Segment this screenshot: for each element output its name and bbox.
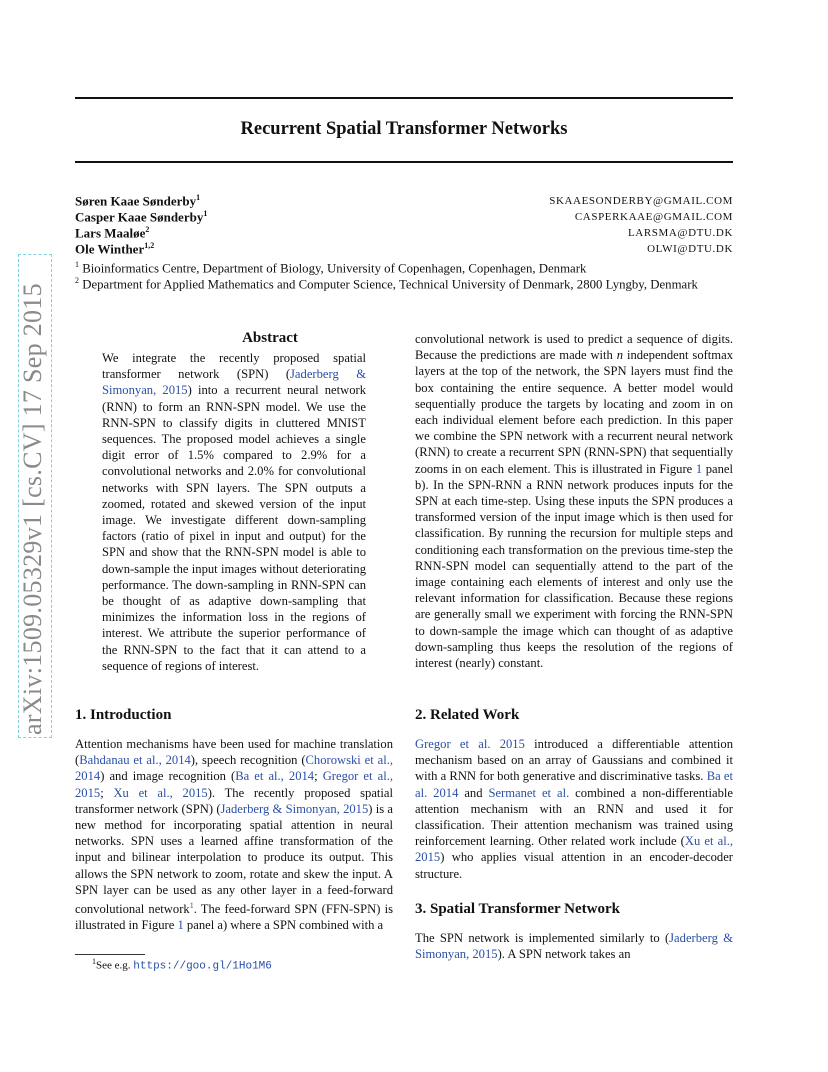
author-email[interactable]: OLWI@DTU.DK bbox=[647, 243, 733, 255]
citation-link[interactable]: Jaderberg & Simonyan, 2015 bbox=[220, 801, 369, 816]
abstract-text: We integrate the recently proposed spatial transformer network (SPN) (Jaderberg & Simonyan, 2015) into a recurrent neural network (RNN) to form an RNN-SPN model. We use the RNN-SPN to classify digits in cluttered MNIST sequences. The proposed model achieves a single digit error of 1.5% compared to 2.9% for a convolutional networks and 2.0% for convolutional networks with SPN layers. The SPN outputs a zoomed, rotated and skewed version of the input image. We investigate different down-sampling factors (ratio of pixel in input and output) for the SPN and show that the RNN-SPN model is able to down-sample the input images without deteriorating performance. The down-sampling in RNN-SPN can be thought of as adaptive down-sampling that minimizes the information loss in the regions of interest. We attribute the superior performance of the RNN-SPN to the fact that it can attend to a sequence of regions of interest. bbox=[102, 351, 367, 673]
affiliation: $^2$ Department for Applied Mathematics and Computer Science, Technical University of Denmark, 2800 Lyngby, Denmark bbox=[75, 276, 698, 292]
related-work-text: Gregor et al. 2015 introduced a differentiable attention mechanism based on an array of Gaussians and combined it with a RNN for both generative and discriminative tasks. Ba et al. 2014 and Sermanet et al. combined a non-differentiable attention mechanism with an RNN and used it for classification. Their attention mechanism was trained using reinforcement learning. Other related work include (Xu et al., 2015) who applies visual attention in an encoder-decoder structure. bbox=[415, 737, 733, 881]
citation-link[interactable]: Chorowski et al., 2014 bbox=[75, 753, 393, 784]
citation-link[interactable]: Xu et al., 2015 bbox=[415, 834, 733, 865]
author-name: Lars Maaløe$^2$ bbox=[75, 225, 150, 241]
paper-title: Recurrent Spatial Transformer Networks bbox=[240, 119, 568, 139]
footnote-rule bbox=[75, 954, 145, 955]
footnote: $^1$See e.g. https://goo.gl/1Ho1M6 bbox=[92, 957, 272, 973]
citation-link[interactable]: Ba et al., 2014 bbox=[235, 769, 315, 784]
introduction-text: Attention mechanisms have been used for machine translation (Bahdanau et al., 2014), speech recognition (Chorowski et al., 2014) and image recognition (Ba et al., 2014; Gregor et al., 2015; Xu et al., 2015). The recently proposed spatial transformer network (SPN) (Jaderberg & Simonyan, 2015) is a new method for incorporating spatial attention in neural networks. SPN uses a learned affine transformation of the input and bilinear interpolation to produce its output. This allows the SPN network to zoom, rotate and skew the input. A SPN layer can be used as any other layer in a feed-forward convolutional network$^1$. The feed-forward SPN (FFN-SPN) is illustrated in Figure 1 panel a) where a SPN combined with a bbox=[75, 737, 394, 933]
footnote-url-link[interactable]: https://goo.gl/1Ho1M6 bbox=[133, 960, 272, 973]
citation-link[interactable]: Sermanet et al. bbox=[488, 785, 570, 800]
figure-link[interactable]: 1 bbox=[177, 918, 184, 933]
citation-link[interactable]: Gregor et al. 2015 bbox=[415, 737, 525, 751]
section-heading-related-work: 2. Related Work bbox=[415, 707, 520, 723]
arxiv-stamp: arXiv:1509.05329v1 [cs.CV] 17 Sep 2015 bbox=[18, 283, 47, 735]
author-email[interactable]: LARSMA@DTU.DK bbox=[627, 227, 733, 239]
author-email[interactable]: SKAAESONDERBY@GMAIL.COM bbox=[549, 195, 733, 207]
introduction-continued-text: convolutional network is used to predict a sequence of digits. Because the predictions are made with n independent softmax layers at the top of the network, the SPN layers must find the box containing the entire sequence. A better model would sequentially produce the targets by locating and zoom in on each individual element before each prediction. In this paper we combine the SPN network with a recurrent neural network (RNN) to create a recurrent SPN (RNN-SPN) that sequentially zooms in on each element. This is illustrated in Figure 1 panel b). In the SPN-RNN a RNN network produces inputs for the SPN at each time-step. Using these inputs the SPN produces a transformed version of the input image which is then used for classification. By running the recursion for multiple steps and conditioning each transformation on the previous time-step the RNN-SPN model can sequentially attend to the part of the image containing each elements of interest and only use the relevant information for classification. Because these regions are generally small we experiment with forcing the RNN-SPN to down-sample the image which can thought of as adaptive down-sampling thus keeps the resolution of the regions of interest (nearly) constant. bbox=[415, 332, 734, 671]
spn-text: The SPN network is implemented similarly to (Jaderberg & Simonyan, 2015). A SPN network takes an bbox=[415, 931, 733, 962]
citation-link[interactable]: Jaderberg & Simonyan, 2015 bbox=[102, 367, 366, 398]
section-heading-spn: 3. Spatial Transformer Network bbox=[415, 901, 620, 917]
citation-link[interactable]: Gregor et al., 2015 bbox=[75, 769, 393, 800]
author-email[interactable]: CASPERKAAE@GMAIL.COM bbox=[574, 211, 733, 223]
author-name: Casper Kaae Sønderby$^1$ bbox=[75, 209, 208, 225]
title-rule-top bbox=[75, 97, 733, 99]
author-name: Ole Winther$^{1,2}$ bbox=[75, 241, 155, 257]
title-rule-bottom bbox=[75, 161, 733, 163]
abstract-heading: Abstract bbox=[242, 330, 298, 346]
author-name: Søren Kaae Sønderby$^1$ bbox=[75, 193, 201, 209]
figure-link[interactable]: 1 bbox=[695, 461, 703, 476]
citation-link[interactable]: Ba et al. 2014 bbox=[415, 769, 733, 800]
citation-link[interactable]: Xu et al., 2015 bbox=[113, 785, 208, 800]
footnote-mark[interactable]: 1 bbox=[189, 901, 194, 911]
citation-link[interactable]: Jaderberg & Simonyan, 2015 bbox=[415, 931, 733, 962]
citation-link[interactable]: Bahdanau et al., 2014 bbox=[79, 753, 191, 768]
section-heading-introduction: 1. Introduction bbox=[75, 707, 172, 723]
affiliation: $^1$ Bioinformatics Centre, Department of Biology, University of Copenhagen, Copenhagen, Denmark bbox=[75, 260, 587, 276]
